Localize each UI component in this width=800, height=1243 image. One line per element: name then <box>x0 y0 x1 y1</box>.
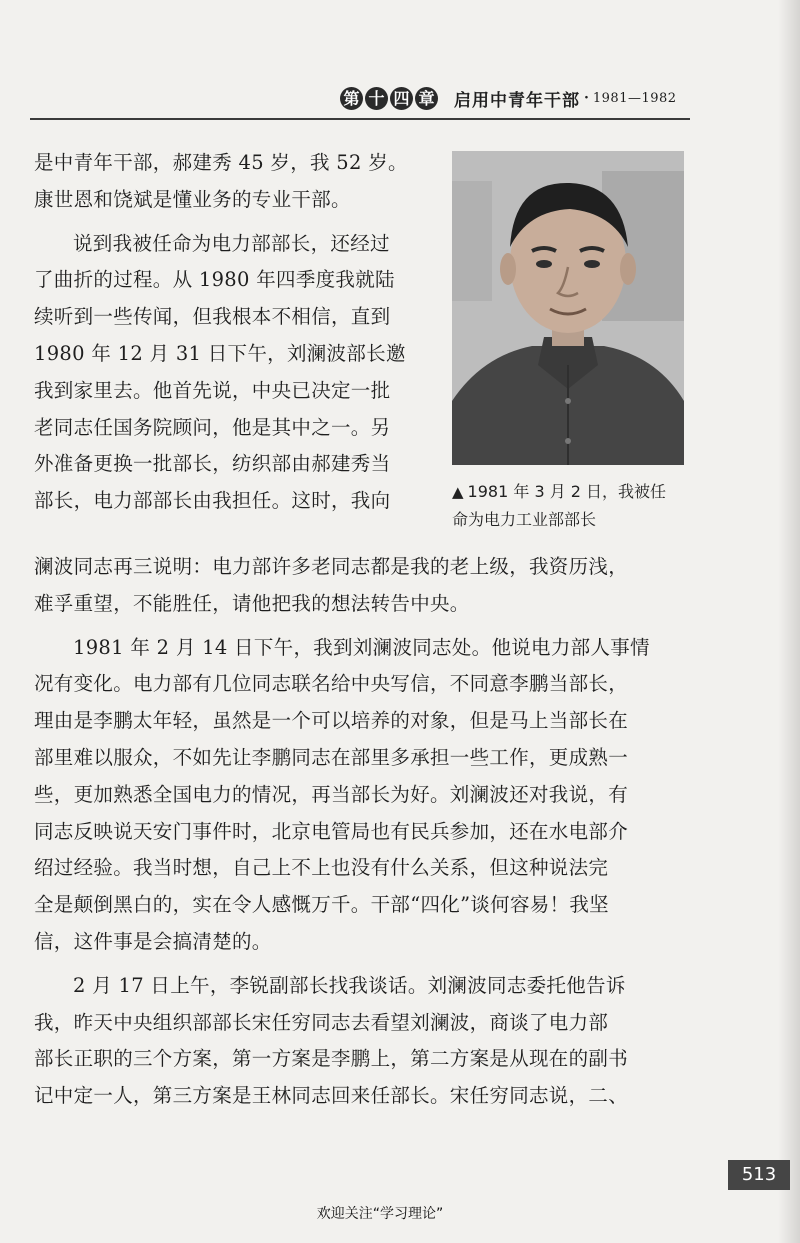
body-line: 些，更加熟悉全国电力的情况，再当部长为好。刘澜波还对我说，有 <box>34 782 629 806</box>
body-line: 1981 年 2 月 14 日下午，我到刘澜波同志处。他说电力部人事情 <box>73 635 650 659</box>
footer-note: 欢迎关注“学习理论” <box>316 1206 444 1222</box>
body-line: 澜波同志再三说明：电力部许多老同志都是我的老上级，我资历浅， <box>34 555 629 578</box>
body-line: 况有变化。电力部有几位同志联名给中央写信，不同意李鹏当部长， <box>34 672 629 696</box>
body-line: 老同志任国务院顾问，他是其中之一。另 <box>34 415 391 439</box>
header-separator: · <box>584 90 589 106</box>
body-line: 部长正职的三个方案，第一方案是李鹏上，第二方案是从现在的副书 <box>34 1047 629 1071</box>
page-edge-shadow <box>778 0 800 1243</box>
caption-line: 命为电力工业部部长 <box>452 510 597 529</box>
body-line: 了曲折的过程。从 1980 年四季度我就陆 <box>34 268 395 292</box>
header-rule <box>30 118 690 120</box>
body-line: 续听到一些传闻，但我根本不相信，直到 <box>34 305 391 329</box>
chapter-char: 章 <box>415 87 438 110</box>
body-line: 我，昨天中央组织部部长宋任穷同志去看望刘澜波，商谈了电力部 <box>34 1010 609 1034</box>
body-line: 部里难以服众，不如先让李鹏同志在部里多承担一些工作，更成熟一 <box>34 745 629 769</box>
body-line: 全是颠倒黑白的，实在令人感慨万千。干部“四化”谈何容易！我坚 <box>34 893 609 917</box>
body-line: 说到我被任命为电力部部长，还经过 <box>73 231 390 255</box>
body-line: 康世恩和饶斌是懂业务的专业干部。 <box>34 187 351 211</box>
body-text-wide-column <box>34 549 686 1115</box>
photo-caption <box>452 478 692 533</box>
body-line: 绍过经验。我当时想，自己上不上也没有什么关系，但这种说法完 <box>34 856 609 880</box>
triangle-marker-icon: ▲ <box>452 483 464 501</box>
caption-line <box>452 478 692 506</box>
chapter-badge <box>340 87 438 110</box>
body-line: 部长，电力部部长由我担任。这时，我向 <box>34 489 391 513</box>
body-line: 记中定一人，第三方案是王林同志回来任部长。宋任穷同志说，二、 <box>34 1084 629 1108</box>
chapter-char: 四 <box>390 87 413 110</box>
body-line: 难孚重望，不能胜任，请他把我的想法转告中央。 <box>34 591 470 615</box>
body-line: 2 月 17 日上午，李锐副部长找我谈话。刘澜波同志委托他告诉 <box>73 973 626 997</box>
chapter-char: 十 <box>365 87 388 110</box>
chapter-char: 第 <box>340 87 363 110</box>
portrait-illustration <box>452 151 684 465</box>
body-line: 信，这件事是会搞清楚的。 <box>34 929 272 953</box>
body-line: 外准备更换一批部长，纺织部由郝建秀当 <box>34 452 391 476</box>
portrait-photo <box>452 151 684 465</box>
body-text-narrow-column <box>34 145 442 520</box>
page-number: 513 <box>728 1160 790 1190</box>
body-line: 是中青年干部，郝建秀 45 岁，我 52 岁。 <box>34 151 408 174</box>
body-line: 同志反映说天安门事件时，北京电管局也有民兵参加，还在水电部介 <box>34 819 629 843</box>
caption-text: 1981 年 3 月 2 日，我被任 <box>467 482 667 501</box>
body-line: 我到家里去。他首先说，中央已决定一批 <box>34 378 391 402</box>
chapter-title: 启用中青年干部 <box>454 90 580 111</box>
body-line: 1980 年 12 月 31 日下午，刘澜波部长邀 <box>34 341 406 365</box>
chapter-years: 1981—1982 <box>592 90 677 106</box>
body-line: 理由是李鹏太年轻，虽然是一个可以培养的对象，但是马上当部长在 <box>34 709 629 733</box>
running-header <box>340 83 685 113</box>
